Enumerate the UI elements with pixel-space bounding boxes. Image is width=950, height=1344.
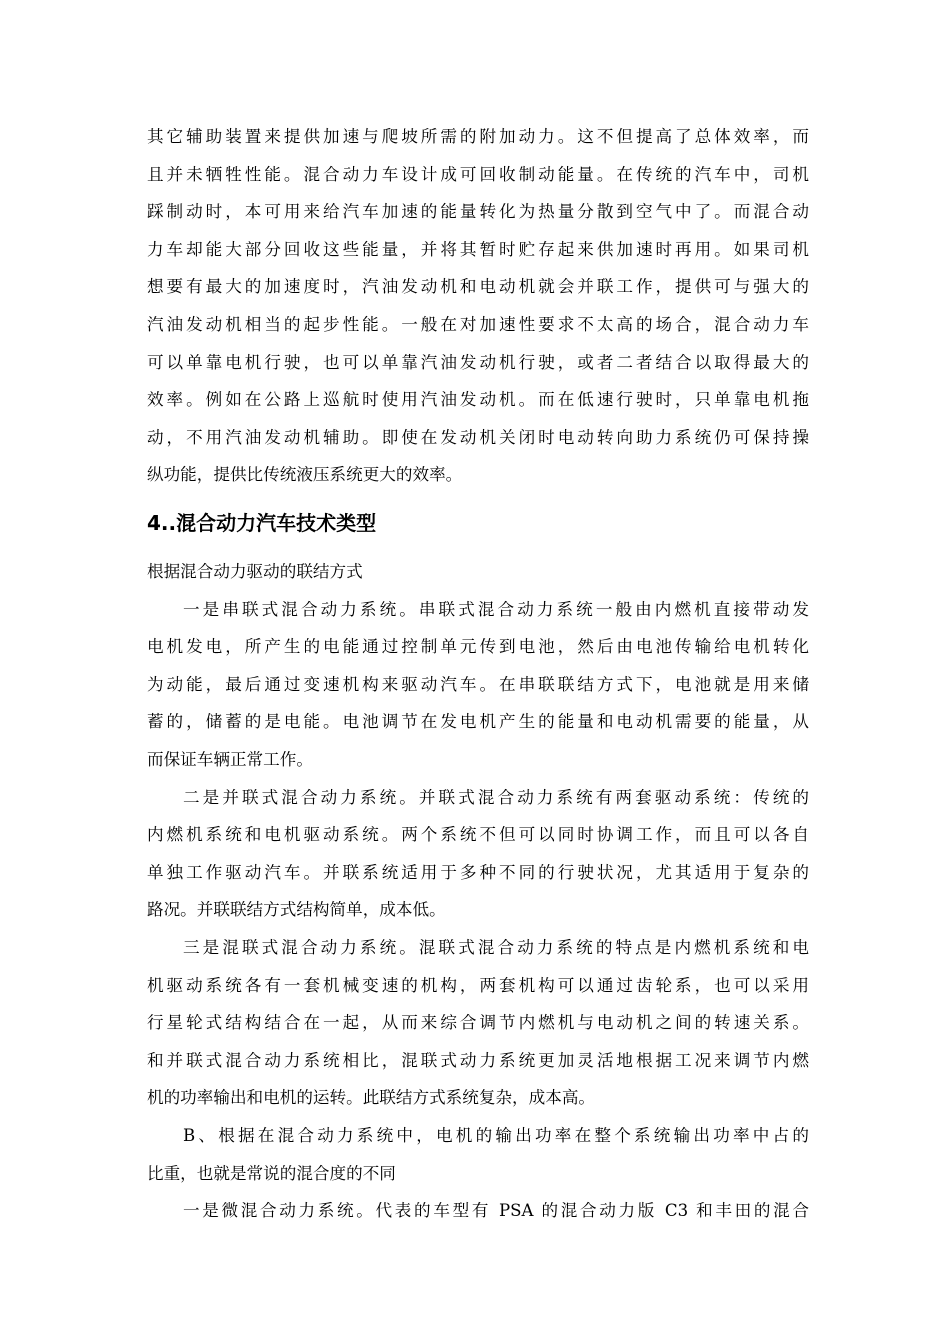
text-line: 三是混联式混合动力系统。混联式混合动力系统的特点是内燃机系统和电 — [183, 937, 809, 957]
text-line: 汽油发动机相当的起步性能。一般在对加速性要求不太高的场合，混合动力车 — [147, 314, 809, 334]
text-line: 行星轮式结构结合在一起，从而来综合调节内燃机与电动机之间的转速关系。 — [147, 1013, 809, 1033]
text-line: 动，不用汽油发动机辅助。即使在发动机关闭时电动转向助力系统仍可保持操 — [147, 427, 809, 447]
text-line: 力车却能大部分回收这些能量，并将其暂时贮存起来供加速时再用。如果司机 — [147, 239, 809, 259]
text-line: 一是串联式混合动力系统。串联式混合动力系统一般由内燃机直接带动发 — [183, 599, 809, 619]
text-line: 电机发电，所产生的电能通过控制单元传到电池，然后由电池传输给电机转化 — [147, 637, 809, 657]
text-line: 为动能，最后通过变速机构来驱动汽车。在串联联结方式下，电池就是用来储 — [147, 674, 809, 694]
text-line: 想要有最大的加速度时，汽油发动机和电动机就会并联工作，提供可与强大的 — [147, 277, 809, 297]
text-line: 纵功能，提供比传统液压系统更大的效率。 — [147, 465, 463, 485]
text-line: 一是微混合动力系统。代表的车型有 PSA 的混合动力版 C3 和丰田的混合 — [183, 1201, 809, 1221]
text-line: B、根据在混合动力系统中，电机的输出功率在整个系统输出功率中占的 — [183, 1125, 809, 1145]
text-line: 且并未牺牲性能。混合动力车设计成可回收制动能量。在传统的汽车中，司机 — [147, 164, 809, 184]
text-line: 二是并联式混合动力系统。并联式混合动力系统有两套驱动系统：传统的 — [183, 787, 809, 807]
text-line: 内燃机系统和电机驱动系统。两个系统不但可以同时协调工作，而且可以各自 — [147, 825, 809, 845]
section-body — [147, 553, 809, 1230]
text-line: 踩制动时，本可用来给汽车加速的能量转化为热量分散到空气中了。而混合动 — [147, 202, 809, 222]
text-line: 可以单靠电机行驶，也可以单靠汽油发动机行驶，或者二者结合以取得最大的 — [147, 352, 809, 372]
text-line: 路况。并联联结方式结构简单，成本低。 — [147, 900, 446, 920]
text-line: 蓄的，储蓄的是电能。电池调节在发电机产生的能量和电动机需要的能量，从 — [147, 712, 809, 732]
text-line: 单独工作驱动汽车。并联系统适用于多种不同的行驶状况，尤其适用于复杂的 — [147, 862, 809, 882]
text-line: 效率。例如在公路上巡航时使用汽油发动机。而在低速行驶时，只单靠电机拖 — [147, 390, 809, 410]
text-line: 而保证车辆正常工作。 — [147, 749, 313, 769]
text-line: 机驱动系统各有一套机械变速的机构，两套机构可以通过齿轮系，也可以采用 — [147, 975, 809, 995]
text-line: 比重，也就是常说的混合度的不同 — [147, 1163, 396, 1183]
paragraph-intro — [147, 118, 809, 494]
section-heading: 4..混合动力汽车技术类型 — [147, 511, 377, 535]
text-line: 机的功率输出和电机的运转。此联结方式系统复杂，成本高。 — [147, 1088, 596, 1108]
subheading: 根据混合动力驱动的联结方式 — [147, 562, 363, 581]
text-line: 其它辅助装置来提供加速与爬坡所需的附加动力。这不但提高了总体效率，而 — [147, 127, 809, 146]
text-line: 和并联式混合动力系统相比，混联式动力系统更加灵活地根据工况来调节内燃 — [147, 1050, 809, 1070]
